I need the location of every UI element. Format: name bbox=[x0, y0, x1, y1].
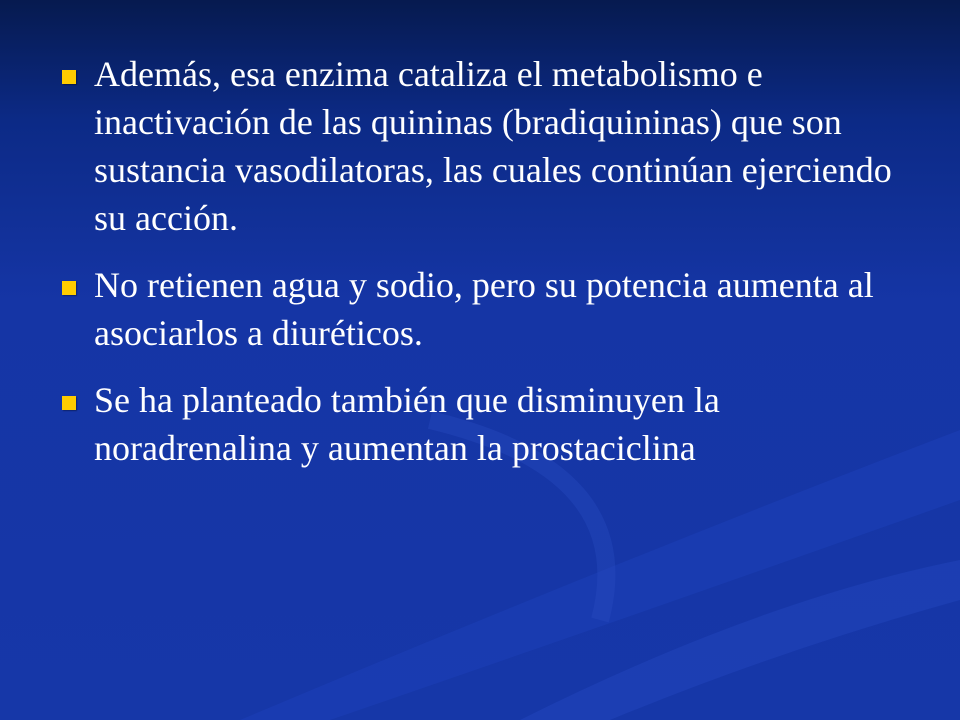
bullet-text-1: Además, esa enzima cataliza el metabolismo e inactivación de las quininas (bradiquininas) que son sustancia vasodilatoras, las cuales continúan ejerciendo su acción. bbox=[94, 54, 892, 238]
square-bullet-icon bbox=[62, 396, 76, 410]
bullet-text-3: Se ha planteado también que disminuyen la noradrenalina y aumentan la prostaciclina bbox=[94, 380, 720, 468]
bullet-item-1 bbox=[58, 50, 918, 242]
bullet-list bbox=[58, 50, 918, 491]
bullet-item-2 bbox=[58, 261, 918, 357]
bullet-text-2: No retienen agua y sodio, pero su potencia aumenta al asociarlos a diuréticos. bbox=[94, 265, 874, 353]
bullet-item-3 bbox=[58, 376, 918, 472]
square-bullet-icon bbox=[62, 70, 76, 84]
square-bullet-icon bbox=[62, 281, 76, 295]
